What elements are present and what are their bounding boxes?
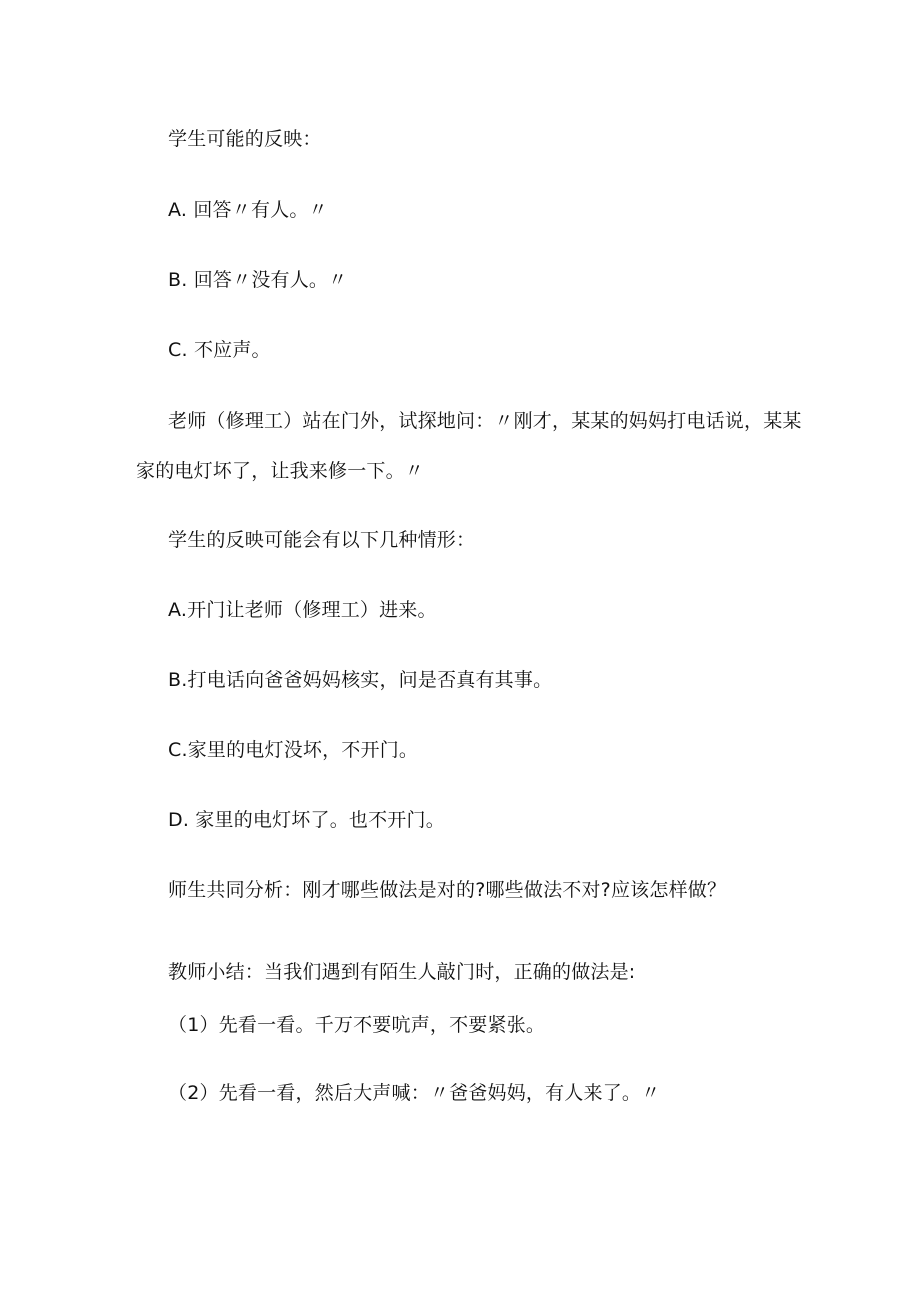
situation-option-a: A.开门让老师（修理工）进来。 [168,599,437,621]
reaction-option-a: A. 回答〃有人。〃 [168,199,328,221]
student-reaction-heading: 学生可能的反映： [168,128,322,150]
teacher-summary-line: 教师小结：当我们遇到有陌生人敲门时，正确的做法是: [168,961,636,983]
student-situations-heading: 学生的反映可能会有以下几种情形： [168,529,476,551]
teacher-scenario-line-2: 家的电灯坏了，让我来修一下。〃 [136,460,425,482]
teacher-scenario-line-1: 老师（修理工）站在门外，试探地问：〃刚才，某某的妈妈打电话说，某某 [168,410,802,432]
situation-option-d: D. 家里的电灯坏了。也不开门。 [168,809,445,831]
reaction-option-b: B. 回答〃没有人。〃 [168,269,348,291]
summary-item-2: （2）先看一看，然后大声喊：〃爸爸妈妈，有人来了。〃 [168,1082,661,1104]
situation-option-c: C.家里的电灯没坏，不开门。 [168,739,419,761]
reaction-option-c: C. 不应声。 [168,339,271,361]
summary-item-1: （1）先看一看。千万不要吭声，不要紧张。 [168,1014,546,1036]
joint-analysis-line: 师生共同分析：刚才哪些做法是对的?哪些做法不对?应该怎样做？ [168,879,727,901]
situation-option-b: B.打电话向爸爸妈妈核实，问是否真有其事。 [168,669,553,691]
